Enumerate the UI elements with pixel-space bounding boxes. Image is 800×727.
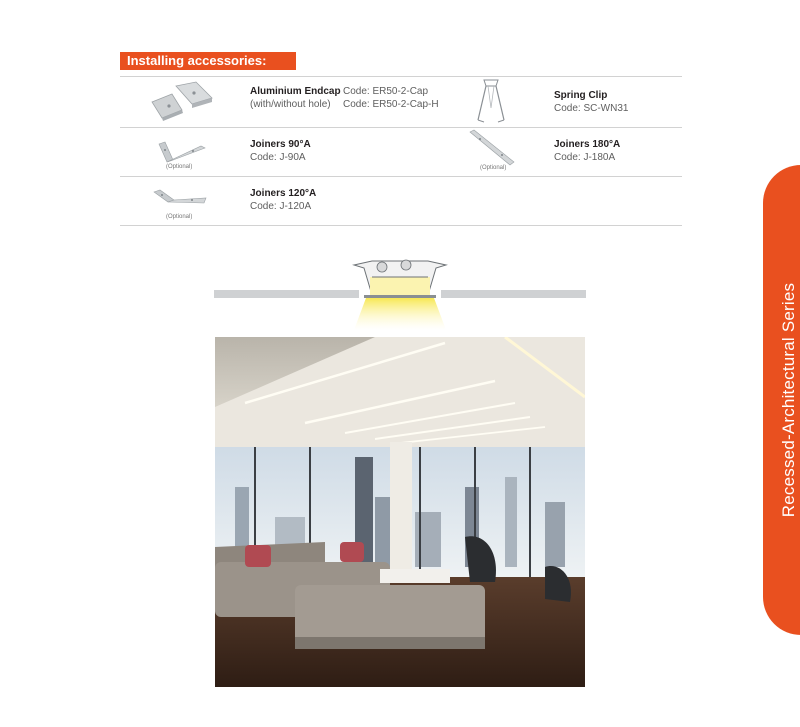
product-endcap-codes bbox=[343, 85, 463, 111]
product-code: Code: J-90A bbox=[250, 152, 306, 163]
joiner-180-image bbox=[468, 128, 516, 168]
product-name: Joiners 120°A bbox=[250, 188, 317, 199]
product-code: Code: J-120A bbox=[250, 201, 312, 212]
product-code: Code: SC-WN31 bbox=[554, 103, 629, 114]
table-divider bbox=[120, 76, 682, 77]
product-joiner-90 bbox=[250, 138, 370, 164]
product-name: Joiners 180°A bbox=[554, 139, 621, 150]
product-name: Aluminium Endcap bbox=[250, 86, 341, 97]
joiner-90-image bbox=[157, 140, 207, 164]
product-spring-clip bbox=[554, 89, 674, 115]
optional-label: (Optional) bbox=[166, 214, 193, 220]
table-divider bbox=[120, 176, 682, 177]
product-joiner-120 bbox=[250, 187, 370, 213]
product-code: Code: ER50-2-Cap-H bbox=[343, 99, 439, 110]
optional-label: (Optional) bbox=[480, 165, 507, 171]
optional-label: (Optional) bbox=[166, 164, 193, 170]
product-joiner-180 bbox=[554, 138, 674, 164]
product-subtitle: (with/without hole) bbox=[250, 99, 331, 110]
product-code: Code: J-180A bbox=[554, 152, 616, 163]
product-name: Spring Clip bbox=[554, 90, 608, 101]
profile-cross-section-diagram bbox=[214, 255, 586, 330]
section-title: Installing accessories: bbox=[120, 52, 296, 70]
spring-clip-image bbox=[474, 78, 508, 124]
table-divider bbox=[120, 225, 682, 226]
table-divider bbox=[120, 127, 682, 128]
product-code: Code: ER50-2-Cap bbox=[343, 86, 429, 97]
product-name: Joiners 90°A bbox=[250, 139, 311, 150]
joiner-120-image bbox=[152, 188, 208, 212]
endcap-image bbox=[148, 80, 214, 124]
side-tab-label: Recessed-Architectural Series bbox=[779, 282, 798, 518]
interior-photo bbox=[215, 337, 585, 687]
